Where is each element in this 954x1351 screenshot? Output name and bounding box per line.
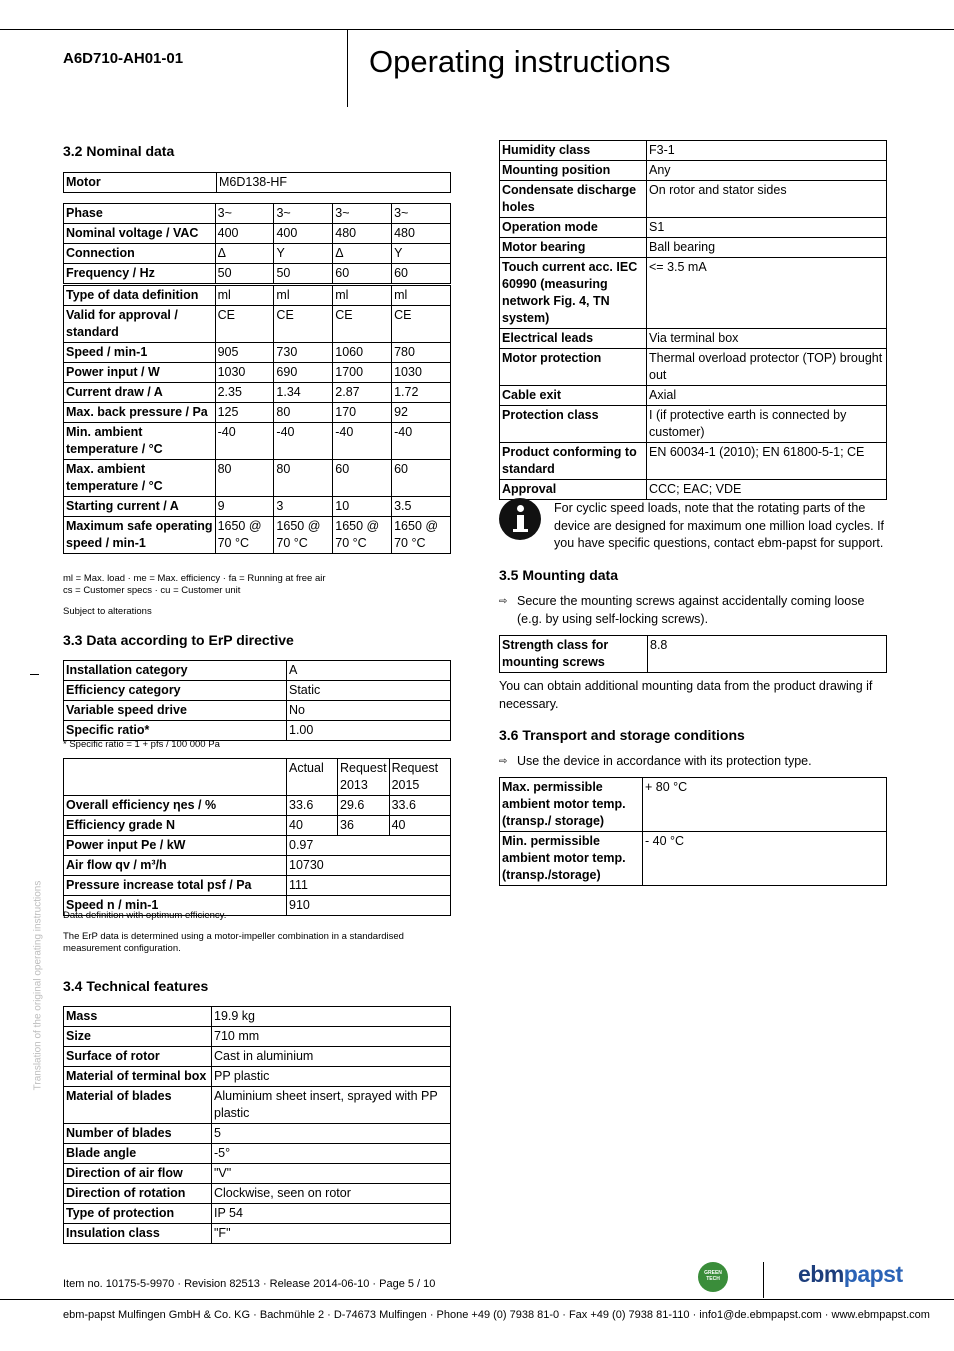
row-label: Current draw / A: [64, 383, 216, 403]
row-value: ml: [215, 286, 274, 306]
row-value: -40: [333, 423, 392, 460]
row-value: 905: [215, 343, 274, 363]
row-value: 80: [274, 460, 333, 497]
section-heading-transport: 3.6 Transport and storage conditions: [499, 727, 745, 743]
table-row: [500, 181, 887, 218]
row-value: CCC; EAC; VDE: [647, 480, 887, 500]
row-label: Maximum safe operating speed / min-1: [64, 517, 216, 554]
row-label: Max. back pressure / Pa: [64, 403, 216, 423]
table-row: [64, 224, 451, 244]
motor-table: [63, 172, 451, 193]
green-tech-label: GREEN TECH: [704, 1270, 722, 1282]
table-row: [64, 460, 451, 497]
info-icon: [499, 498, 541, 540]
row-value: 1030: [392, 363, 451, 383]
column-header: Actual: [287, 759, 338, 796]
table-row: [500, 480, 887, 500]
row-value: 1.72: [392, 383, 451, 403]
table-row: [500, 238, 887, 258]
row-value: 1.00: [287, 721, 451, 741]
row-value: 3~: [215, 204, 274, 224]
table-row: [64, 856, 451, 876]
row-label: Phase: [64, 204, 216, 224]
row-value: 1700: [333, 363, 392, 383]
table-row: [500, 349, 887, 386]
table-row: [64, 796, 451, 816]
table-row: [64, 306, 451, 343]
row-value: No: [287, 701, 451, 721]
table-row: [64, 1144, 451, 1164]
row-value: 36: [338, 816, 390, 836]
row-label: Material of blades: [64, 1087, 212, 1124]
column-header: Request 2013: [338, 759, 390, 796]
table-row: [500, 406, 887, 443]
row-label: Min. permissible ambient motor temp. (transp./storage): [500, 832, 643, 886]
mounting-bullet-text: Secure the mounting screws against accidentally coming loose (e.g. by using self-locking screws).: [517, 594, 865, 626]
row-value: 50: [274, 264, 333, 284]
row-value: 3~: [392, 204, 451, 224]
transport-table: [499, 777, 887, 886]
section-heading-nominal: 3.2 Nominal data: [63, 143, 175, 159]
column-header: Request 2015: [389, 759, 450, 796]
row-label: Valid for approval / standard: [64, 306, 216, 343]
row-value: Axial: [647, 386, 887, 406]
row-value: 1060: [333, 343, 392, 363]
row-label: Surface of rotor: [64, 1047, 212, 1067]
row-value: 2.87: [333, 383, 392, 403]
table-row: [500, 141, 887, 161]
row-value: CE: [392, 306, 451, 343]
row-value: <= 3.5 mA: [647, 258, 887, 329]
mounting-paragraph: You can obtain additional mounting data from the product drawing if necessary.: [499, 679, 873, 711]
row-value: 10: [333, 497, 392, 517]
row-value: On rotor and stator sides: [647, 181, 887, 218]
row-label: Starting current / A: [64, 497, 216, 517]
row-value: 400: [274, 224, 333, 244]
table-row: [64, 517, 451, 554]
row-value: 60: [333, 264, 392, 284]
table-row: [64, 363, 451, 383]
arrow-icon: ⇨: [499, 756, 508, 767]
row-label: Installation category: [64, 661, 287, 681]
row-value: 60: [392, 460, 451, 497]
row-value: - 40 °C: [643, 832, 887, 886]
transport-bullet: [499, 753, 889, 771]
row-value: Y: [392, 244, 451, 264]
table-row: [64, 497, 451, 517]
row-value: CE: [333, 306, 392, 343]
row-value: Via terminal box: [647, 329, 887, 349]
row-label: Min. ambient temperature / °C: [64, 423, 216, 460]
row-value: ml: [333, 286, 392, 306]
table-row: [64, 264, 451, 284]
table-row: [64, 816, 451, 836]
row-label: Mounting position: [500, 161, 647, 181]
erp-note-1: Data definition with optimum efficiency.: [63, 910, 227, 921]
row-label: Material of terminal box: [64, 1067, 212, 1087]
margin-mark: [30, 674, 39, 675]
row-value: 3~: [333, 204, 392, 224]
table-row: [64, 701, 451, 721]
row-value: -5°: [212, 1144, 451, 1164]
table-row: [64, 244, 451, 264]
row-value: -40: [392, 423, 451, 460]
table-row: [500, 832, 887, 886]
row-label: Approval: [500, 480, 647, 500]
row-label: Power input / W: [64, 363, 216, 383]
table-row: [500, 161, 887, 181]
row-label: Condensate discharge holes: [500, 181, 647, 218]
page-title: Operating instructions: [369, 44, 671, 79]
row-value: 19.9 kg: [212, 1007, 451, 1027]
row-label: Nominal voltage / VAC: [64, 224, 216, 244]
row-value: CE: [274, 306, 333, 343]
row-label: Mass: [64, 1007, 212, 1027]
model-number: A6D710-AH01-01: [63, 50, 184, 67]
section-heading-erp: 3.3 Data according to ErP directive: [63, 632, 294, 648]
row-label: Touch current acc. IEC 60990 (measuring network Fig. 4, TN system): [500, 258, 647, 329]
table-row: [64, 1047, 451, 1067]
row-value: Y: [274, 244, 333, 264]
table-row: [500, 218, 887, 238]
row-label: Specific ratio*: [64, 721, 287, 741]
row-value: 5: [212, 1124, 451, 1144]
row-value: 1650 @ 70 °C: [274, 517, 333, 554]
row-label: Humidity class: [500, 141, 647, 161]
row-label: Type of data definition: [64, 286, 216, 306]
row-label: Product conforming to standard: [500, 443, 647, 480]
row-value: CE: [215, 306, 274, 343]
row-value: IP 54: [212, 1204, 451, 1224]
footer-rule: [0, 1299, 954, 1300]
nominal-table-1: [63, 203, 451, 284]
row-value: A: [287, 661, 451, 681]
row-value: ml: [274, 286, 333, 306]
table-row: [64, 286, 451, 306]
row-value: "F": [212, 1224, 451, 1244]
table-row: [64, 204, 451, 224]
specific-ratio-note: * Specific ratio = 1 + pfs / 100 000 Pa: [63, 739, 220, 750]
tech-table-right: [499, 140, 887, 500]
row-value: 111: [287, 876, 451, 896]
row-label: Max. permissible ambient motor temp. (transp./ storage): [500, 778, 643, 832]
table-row: [64, 1224, 451, 1244]
row-value: Δ: [215, 244, 274, 264]
row-value: 10730: [287, 856, 451, 876]
tech-table-left: [63, 1006, 451, 1244]
row-label: Efficiency category: [64, 681, 287, 701]
row-value: 1.34: [274, 383, 333, 403]
row-value: 730: [274, 343, 333, 363]
table-row: [64, 661, 451, 681]
row-value: 710 mm: [212, 1027, 451, 1047]
logo-part-ebm: ebm: [798, 1261, 844, 1287]
row-value: 29.6: [338, 796, 390, 816]
row-label: Motor protection: [500, 349, 647, 386]
table-row: [64, 383, 451, 403]
table-row: [64, 836, 451, 856]
erp-note-2: The ErP data is determined using a motor-impeller combination in a standardised measurement configuration.: [63, 931, 404, 954]
table-row: [64, 1124, 451, 1144]
row-label: Speed n / min-1: [64, 896, 287, 916]
row-value: PP plastic: [212, 1067, 451, 1087]
row-value: 910: [287, 896, 451, 916]
row-value: 33.6: [389, 796, 450, 816]
table-row: [64, 173, 451, 193]
table-row: [64, 1007, 451, 1027]
table-row: [64, 403, 451, 423]
row-value: Clockwise, seen on rotor: [212, 1184, 451, 1204]
row-label: Strength class for mounting screws: [500, 636, 648, 673]
table-row: [64, 1027, 451, 1047]
table-row: [500, 636, 887, 673]
row-value: 1650 @ 70 °C: [392, 517, 451, 554]
row-value: 480: [392, 224, 451, 244]
header-blank-cell: [64, 759, 287, 796]
erp-table-1: [63, 660, 451, 741]
footer-address: ebm-papst Mulfingen GmbH & Co. KG · Bachmühle 2 · D-74673 Mulfingen · Phone +49 (0) 7938 81-0 · Fax +49 (0) 7938 81-110 · info1@de.ebmpapst.com · www.ebmpapst.com: [63, 1309, 930, 1321]
row-value: I (if protective earth is connected by customer): [647, 406, 887, 443]
row-value: 80: [274, 403, 333, 423]
transport-bullet-text: Use the device in accordance with its protection type.: [517, 754, 812, 768]
row-label: Size: [64, 1027, 212, 1047]
row-label: Speed / min-1: [64, 343, 216, 363]
row-value: EN 60034-1 (2010); EN 61800-5-1; CE: [647, 443, 887, 480]
row-label: Power input Pe / kW: [64, 836, 287, 856]
table-row: [500, 386, 887, 406]
row-value: 480: [333, 224, 392, 244]
table-row: [64, 1087, 451, 1124]
row-label: Frequency / Hz: [64, 264, 216, 284]
row-label: Direction of rotation: [64, 1184, 212, 1204]
row-value: Any: [647, 161, 887, 181]
footer-item-info: Item no. 10175-5-9970 · Revision 82513 · Release 2014-06-10 · Page 5 / 10: [63, 1278, 436, 1290]
nominal-table-2: [63, 285, 451, 554]
row-value: 780: [392, 343, 451, 363]
row-value: 8.8: [648, 636, 887, 673]
row-value: Aluminium sheet insert, sprayed with PP plastic: [212, 1087, 451, 1124]
row-value: 0.97: [287, 836, 451, 856]
subject-note: Subject to alterations: [63, 606, 152, 617]
row-label: Max. ambient temperature / °C: [64, 460, 216, 497]
row-value: 3.5: [392, 497, 451, 517]
row-label: Electrical leads: [500, 329, 647, 349]
row-value: 690: [274, 363, 333, 383]
row-value: 9: [215, 497, 274, 517]
row-value: M6D138-HF: [217, 173, 451, 193]
row-label: Connection: [64, 244, 216, 264]
side-note: Translation of the original operating instructions: [32, 880, 44, 1091]
row-value: 125: [215, 403, 274, 423]
row-value: 400: [215, 224, 274, 244]
row-value: 1650 @ 70 °C: [215, 517, 274, 554]
row-value: Ball bearing: [647, 238, 887, 258]
table-row: [500, 443, 887, 480]
row-value: 1650 @ 70 °C: [333, 517, 392, 554]
mounting-table: [499, 635, 887, 673]
row-value: 3: [274, 497, 333, 517]
row-label: Number of blades: [64, 1124, 212, 1144]
row-value: Δ: [333, 244, 392, 264]
footer-divider: [763, 1262, 764, 1298]
table-row: [64, 681, 451, 701]
row-value: + 80 °C: [643, 778, 887, 832]
info-text: For cyclic speed loads, note that the rotating parts of the device are designed for maximum one million load cycles. If you have specific questions, contact ebm-papst for support.: [554, 501, 885, 550]
row-label: Cable exit: [500, 386, 647, 406]
row-value: -40: [215, 423, 274, 460]
row-value: 3~: [274, 204, 333, 224]
erp-table-2: [63, 758, 451, 916]
row-value: Cast in aluminium: [212, 1047, 451, 1067]
section-heading-tech: 3.4 Technical features: [63, 978, 209, 994]
green-tech-logo: [698, 1262, 728, 1292]
table-row: [64, 1164, 451, 1184]
table-row: [64, 423, 451, 460]
row-value: 60: [333, 460, 392, 497]
row-value: F3-1: [647, 141, 887, 161]
row-value: 2.35: [215, 383, 274, 403]
row-label: Pressure increase total psf / Pa: [64, 876, 287, 896]
table-row: [500, 329, 887, 349]
legend-line-1: ml = Max. load · me = Max. efficiency · fa = Running at free air: [63, 573, 326, 584]
row-label: Operation mode: [500, 218, 647, 238]
legend-line-2: cs = Customer specs · cu = Customer unit: [63, 585, 241, 596]
logo-part-papst: papst: [843, 1261, 903, 1287]
row-value: S1: [647, 218, 887, 238]
row-label: Overall efficiency ηes / %: [64, 796, 287, 816]
mounting-bullet: [499, 593, 889, 629]
header-divider: [347, 29, 348, 107]
row-label: Insulation class: [64, 1224, 212, 1244]
row-value: 60: [392, 264, 451, 284]
row-label: Blade angle: [64, 1144, 212, 1164]
row-value: 80: [215, 460, 274, 497]
ebmpapst-logo: [798, 1261, 903, 1288]
row-value: 92: [392, 403, 451, 423]
table-row: [64, 1204, 451, 1224]
row-value: 50: [215, 264, 274, 284]
table-row: [64, 1067, 451, 1087]
row-value: Static: [287, 681, 451, 701]
header-top-rule: [0, 29, 954, 30]
row-label: Air flow qv / m³/h: [64, 856, 287, 876]
row-value: 40: [389, 816, 450, 836]
table-row: [64, 721, 451, 741]
row-value: 40: [287, 816, 338, 836]
row-value: ml: [392, 286, 451, 306]
row-label: Motor bearing: [500, 238, 647, 258]
row-value: 170: [333, 403, 392, 423]
row-label: Direction of air flow: [64, 1164, 212, 1184]
row-label: Motor: [64, 173, 217, 193]
row-label: Efficiency grade N: [64, 816, 287, 836]
table-row: [500, 258, 887, 329]
table-header-row: [64, 759, 451, 796]
arrow-icon: ⇨: [499, 596, 508, 607]
row-value: Thermal overload protector (TOP) brought out: [647, 349, 887, 386]
row-value: 33.6: [287, 796, 338, 816]
row-label: Protection class: [500, 406, 647, 443]
row-value: -40: [274, 423, 333, 460]
table-row: [64, 1184, 451, 1204]
row-label: Variable speed drive: [64, 701, 287, 721]
table-row: [500, 778, 887, 832]
row-label: Type of protection: [64, 1204, 212, 1224]
row-value: 1030: [215, 363, 274, 383]
section-heading-mounting: 3.5 Mounting data: [499, 567, 618, 583]
table-row: [64, 876, 451, 896]
row-value: "V": [212, 1164, 451, 1184]
table-row: [64, 343, 451, 363]
